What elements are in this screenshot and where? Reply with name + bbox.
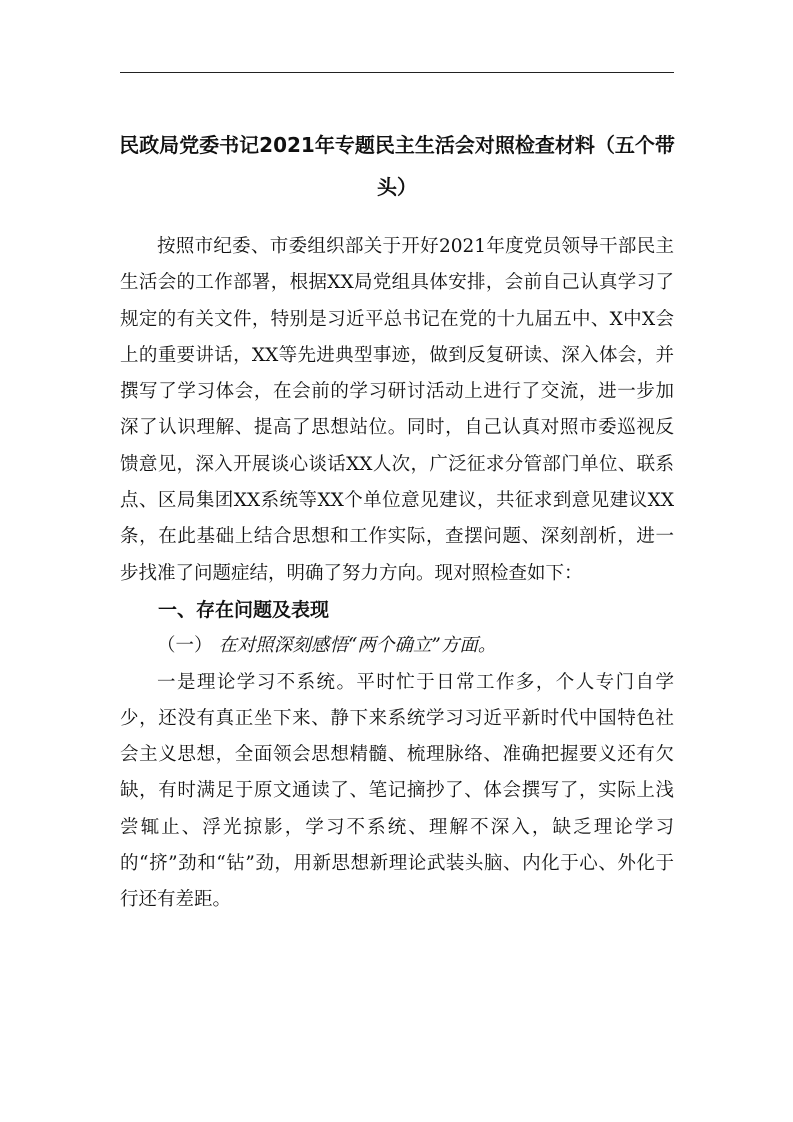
subsection-heading [120, 628, 674, 664]
section-heading: 一、存在问题及表现 [158, 598, 330, 621]
subsection-number: （一） [157, 635, 213, 657]
document-title: 民政局党委书记2021年专题民主生活会对照检查材料（五个带头） [119, 133, 675, 199]
header-rule [120, 72, 674, 73]
subsection-heading-text: 在对照深刻感悟“两个确立”方面。 [218, 635, 497, 657]
body-paragraph: 一是理论学习不系统。平时忙于日常工作多，个人专门自学少，还没有真正坐下来、静下来系统学习习近平新时代中国特色社会主义思想，全面领会思想精髓、梳理脉络、准确把握要义还有欠缺，有时满足于原文通读了、笔记摘抄了、体会撰写了，实际上浅尝辄止、浮光掠影，学习不系统、理解不深入，缺乏理论学习的“挤”劲和“钻”劲，用新思想新理论武装头脑、内化于心、外化于行还有差距。 [120, 671, 674, 911]
intro-paragraph: 按照市纪委、市委组织部关于开好2021年度党员领导干部民主生活会的工作部署，根据XX局党组具体安排，会前自己认真学习了规定的有关文件，特别是习近平总书记在党的十九届五中、X中X会上的重要讲话，XX等先进典型事迹，做到反复研读、深入体会，并撰写了学习体会，在会前的学习研讨活动上进行了交流，进一步加深了认识理解、提高了思想站位。同时，自己认真对照市委巡视反馈意见，深入开展谈心谈话XX人次，广泛征求分管部门单位、联系点、区局集团XX系统等XX个单位意见建议，共征求到意见建议XX条，在此基础上结合思想和工作实际，查摆问题、深刻剖析，进一步找准了问题症结，明确了努力方向。现对照检查如下： [120, 236, 674, 584]
document-body [120, 229, 674, 919]
